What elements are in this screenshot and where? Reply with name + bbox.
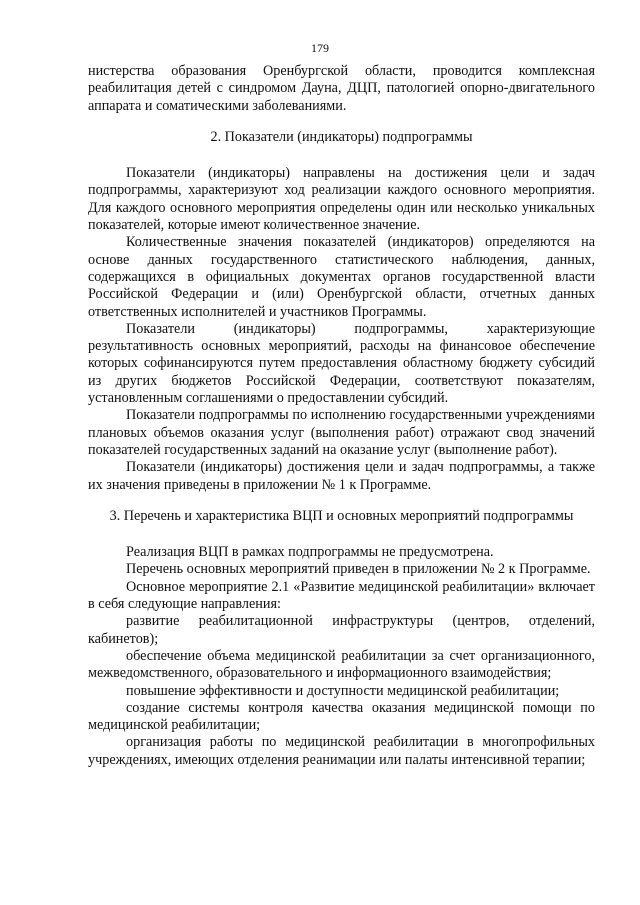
section-3-list-item: повышение эффективности и доступности медицинской реабилитации; (126, 682, 560, 699)
intro-paragraph: нистерства образования Оренбургской области, проводится комплексная реабилитация детей с синдромом Дауна, ДЦП, патологией опорно-двигательного аппарата и соматическими заболеваниями. (88, 63, 595, 114)
section-2-paragraph: Показатели (индикаторы) направлены на достижения цели и задач подпрограммы, характеризуют ход реализации каждого основного мероприятия. Для каждого основного мероприятия определены один или несколько уникальных показателей, которые имеют количественное значение. (88, 165, 595, 234)
section-3-paragraph: Основное мероприятие 2.1 «Развитие медицинской реабилитации» включает в себя следующие направления: (88, 578, 595, 613)
section-3-heading: 3. Перечень и характеристика ВЦП и основных мероприятий подпрограммы (109, 507, 574, 524)
section-2-heading: 2. Показатели (индикаторы) подпрограммы (210, 128, 473, 145)
section-3-paragraph: Реализация ВЦП в рамках подпрограммы не предусмотрена. (126, 544, 494, 561)
section-3-list-item: развитие реабилитационной инфраструктуры (центров, отделений, кабинетов); (88, 613, 595, 647)
section-2-paragraph: Показатели (индикаторы) подпрограммы, характеризующие результативность основных мероприятий, расходы на финансовое обеспечение которых софинансируются путем предоставления областному бюджету субсидий из других бюджетов Российской Федерации, соответствуют показателям, установленным соглашениями о предоставлении субсидий. (88, 320, 595, 407)
section-2-paragraph: Количественные значения показателей (индикаторов) определяются на основе данных государственного статистического наблюдения, данных, содержащихся в официальных документах органов государственной власти Российской Федерации и (или) Оренбургской области, отчетных данных ответственных исполнителей и участников Программы. (88, 234, 595, 320)
section-2-paragraph: Показатели подпрограммы по исполнению государственными учреждениями плановых объемов оказания услуг (выполнения работ) отражают свод значений показателей государственных заданий на оказание услуг (выполнение работ). (88, 407, 595, 458)
page-number: 179 (311, 41, 329, 55)
section-3-list-item: обеспечение объема медицинской реабилитации за счет организационного, межведомственного, образовательного и информационного взаимодействия; (88, 647, 595, 682)
section-3-list-item: организация работы по медицинской реабилитации в многопрофильных учреждениях, имеющих отделения реанимации или палаты интенсивной терапии; (88, 734, 595, 768)
page-content (88, 63, 595, 769)
section-3-list-item: создание системы контроля качества оказания медицинской помощи по медицинской реабилитации; (88, 699, 595, 734)
section-2-paragraph: Показатели (индикаторы) достижения цели и задач подпрограммы, а также их значения приведены в приложении № 1 к Программе. (88, 459, 595, 493)
section-3-paragraph: Перечень основных мероприятий приведен в приложении № 2 к Программе. (126, 561, 591, 578)
